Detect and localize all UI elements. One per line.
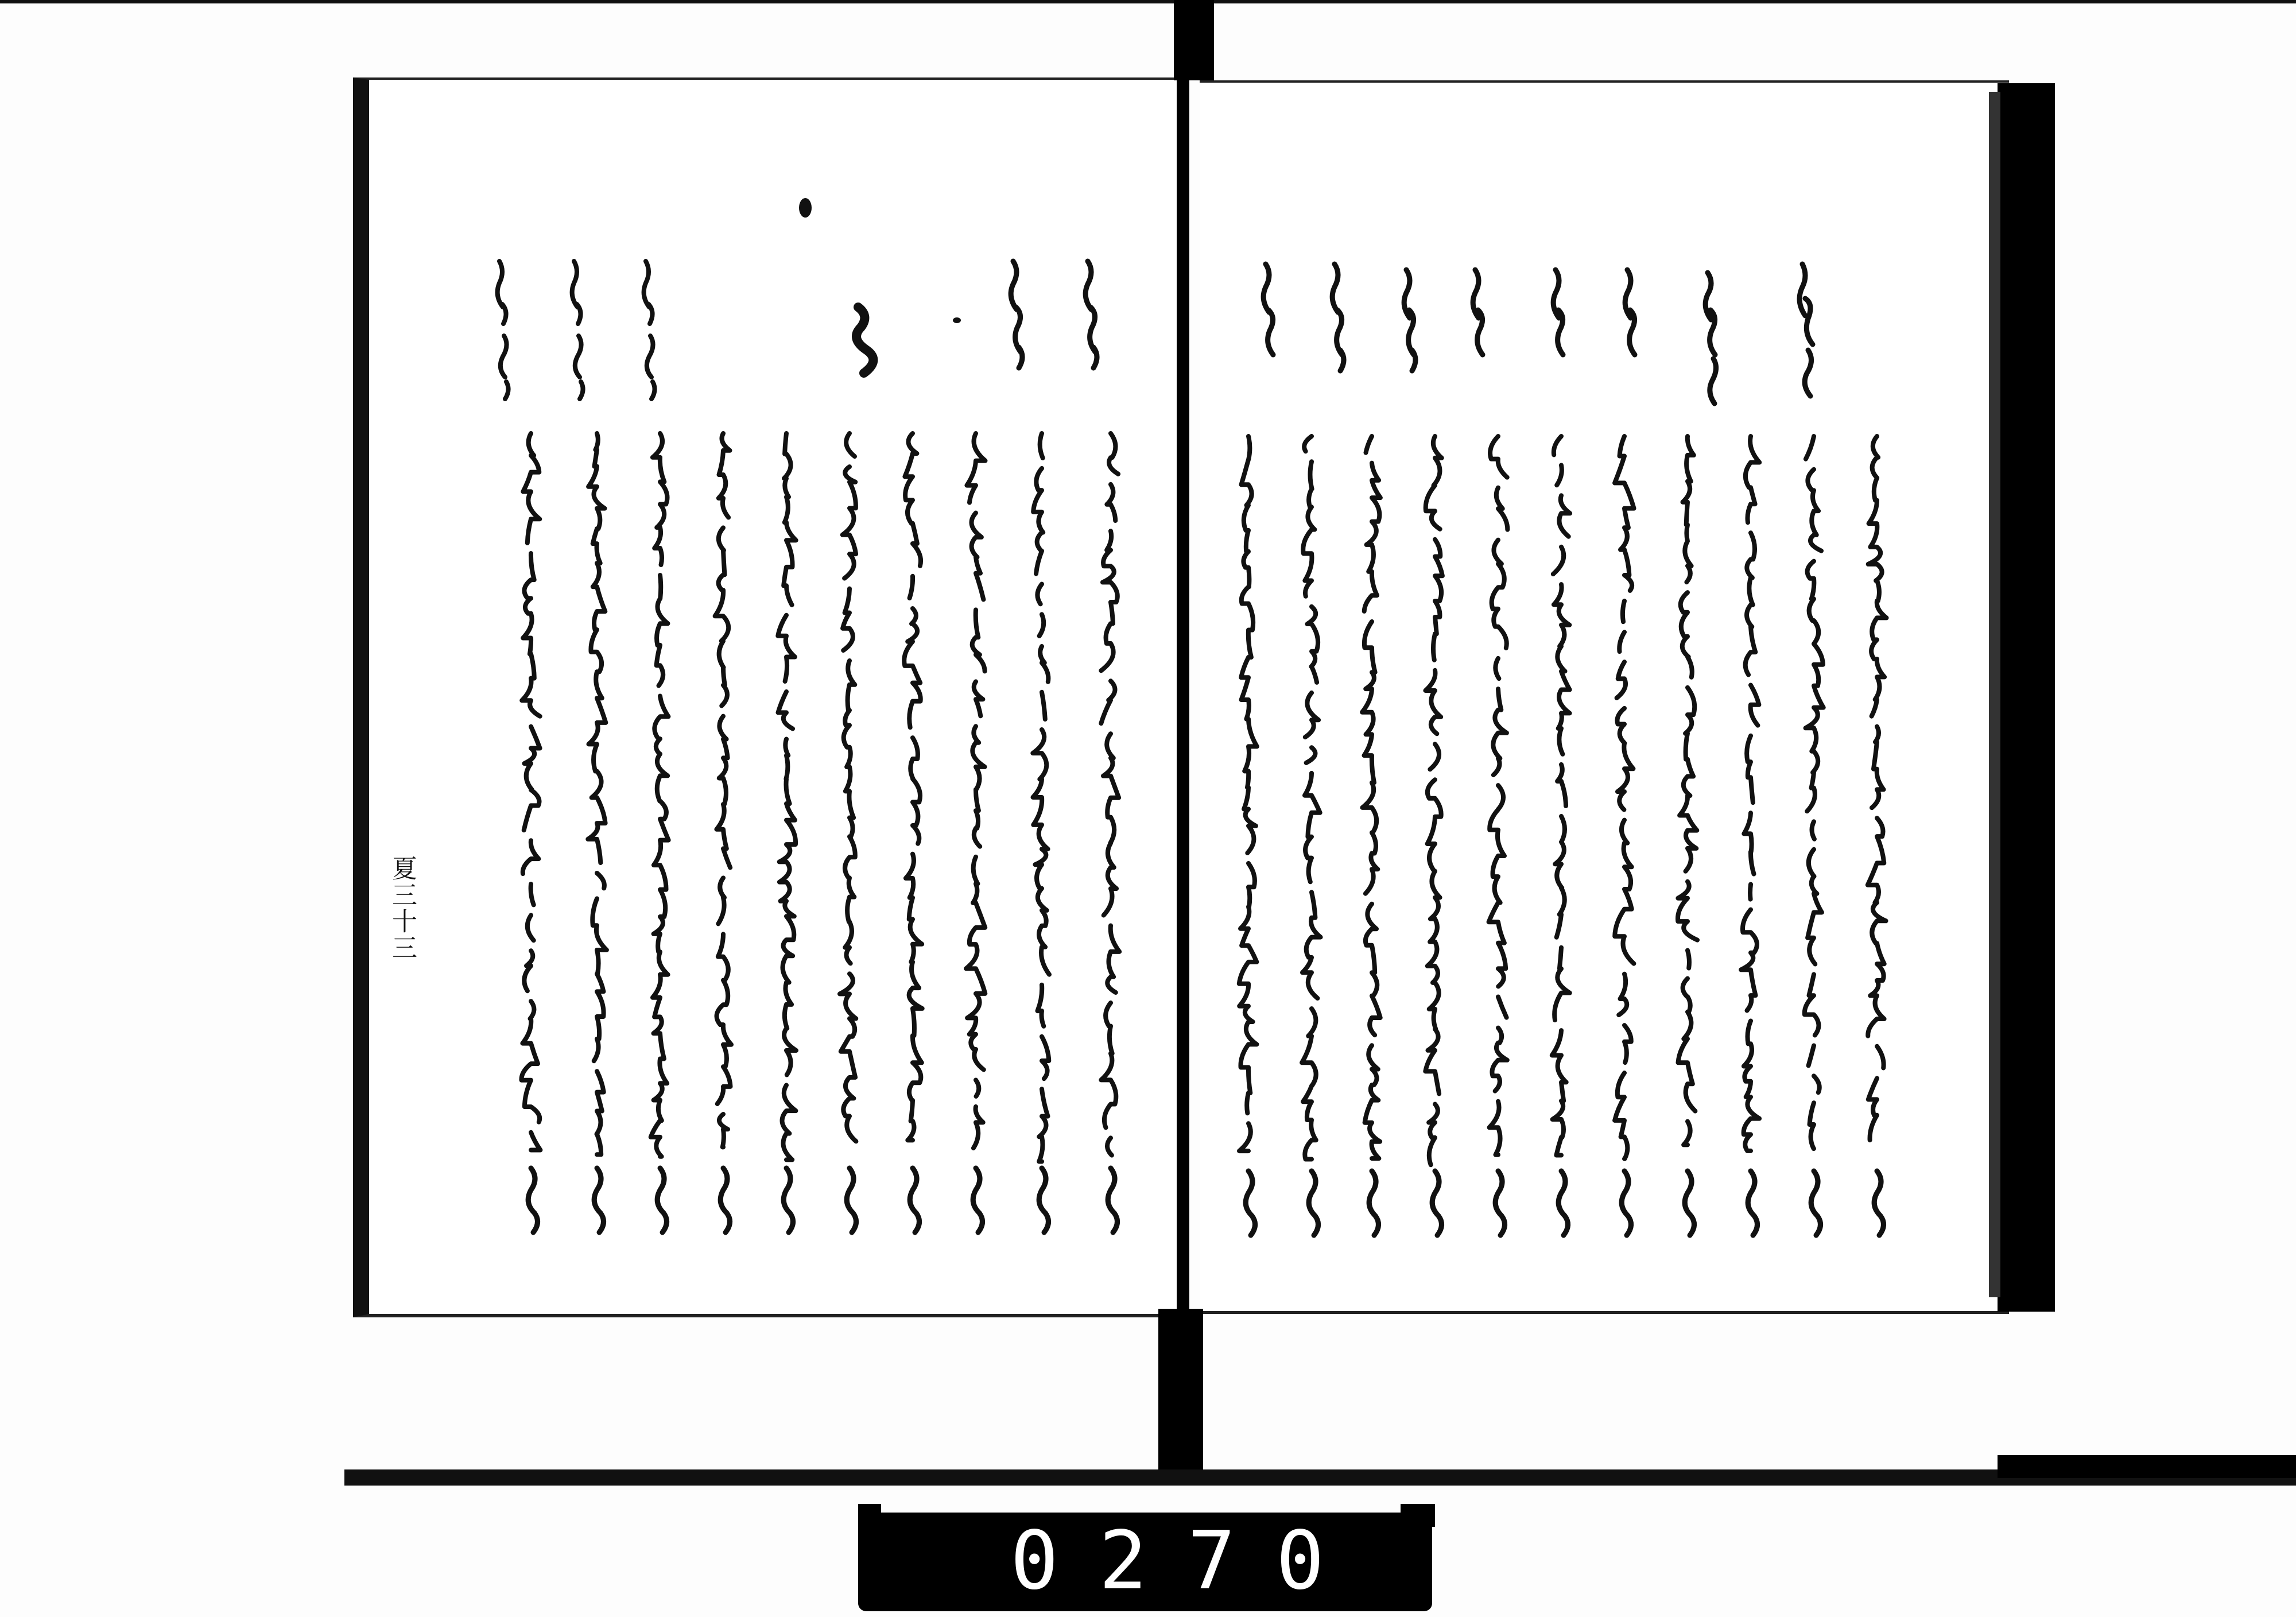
calligraphy-column bbox=[966, 433, 985, 1158]
calligraphy-column bbox=[904, 433, 922, 1140]
poet-attribution bbox=[1874, 1171, 1883, 1235]
calligraphy-column bbox=[1615, 436, 1634, 1159]
right-page-calligraphy bbox=[1200, 80, 2003, 1309]
heading-stroke bbox=[1085, 261, 1097, 368]
poet-attribution bbox=[1369, 1171, 1378, 1235]
poet-attribution bbox=[528, 1168, 537, 1232]
poet-attribution bbox=[1039, 1168, 1048, 1232]
heading-stroke bbox=[1011, 261, 1022, 368]
page-folio: 夏三十三 bbox=[387, 855, 417, 961]
calligraphy-column bbox=[778, 433, 796, 1160]
heading-stroke bbox=[1473, 270, 1483, 355]
top-edge bbox=[0, 0, 2296, 3]
heading-stroke bbox=[1705, 273, 1716, 404]
calligraphy-column bbox=[588, 433, 607, 1154]
frame-number: 0270 bbox=[1010, 1514, 1365, 1608]
heading-stroke bbox=[1799, 264, 1813, 396]
poet-attribution bbox=[847, 1168, 856, 1232]
poet-attribution bbox=[784, 1168, 793, 1232]
heading-stroke bbox=[1332, 264, 1344, 371]
calligraphy-column bbox=[715, 433, 731, 1147]
poet-attribution bbox=[1495, 1171, 1504, 1235]
calligraphy-column bbox=[1678, 436, 1697, 1145]
calligraphy-column bbox=[840, 433, 856, 1151]
poet-attribution bbox=[1811, 1171, 1820, 1235]
poet-attribution bbox=[1622, 1171, 1631, 1235]
section-mark-stroke bbox=[856, 307, 873, 373]
heading-stroke bbox=[1263, 264, 1273, 355]
calligraphy-column bbox=[1239, 436, 1257, 1151]
heading-stroke bbox=[1553, 270, 1563, 355]
calligraphy-column bbox=[1033, 433, 1049, 1161]
spine-top bbox=[1174, 0, 1214, 80]
ink-mark bbox=[953, 317, 961, 323]
poet-attribution bbox=[1432, 1171, 1441, 1235]
calligraphy-column bbox=[1425, 436, 1442, 1175]
poet-attribution bbox=[910, 1168, 919, 1232]
poet-attribution bbox=[1309, 1171, 1318, 1235]
calligraphy-column bbox=[1552, 436, 1570, 1155]
left-page-calligraphy bbox=[370, 77, 1174, 1312]
heading-stroke bbox=[572, 261, 583, 399]
heading-stroke bbox=[1625, 270, 1635, 355]
calligraphy-column bbox=[1868, 436, 1887, 1150]
poet-attribution bbox=[1685, 1171, 1694, 1235]
calligraphy-column bbox=[521, 433, 540, 1150]
calligraphy-column bbox=[651, 433, 669, 1157]
ink-mark bbox=[799, 198, 812, 218]
heading-stroke bbox=[498, 261, 509, 399]
poet-attribution bbox=[973, 1168, 982, 1232]
poet-attribution bbox=[1748, 1171, 1757, 1235]
calligraphy-column bbox=[1489, 436, 1508, 1155]
right-page-edge bbox=[1998, 83, 2055, 1312]
calligraphy-column bbox=[1362, 436, 1380, 1158]
poet-attribution bbox=[720, 1168, 730, 1232]
poet-attribution bbox=[1108, 1168, 1117, 1232]
heading-stroke bbox=[1404, 270, 1415, 371]
spine-bottom bbox=[1158, 1309, 1203, 1481]
book-spine bbox=[1177, 80, 1189, 1314]
poet-attribution bbox=[657, 1168, 666, 1232]
heading-stroke bbox=[644, 261, 655, 399]
poet-attribution bbox=[1558, 1171, 1568, 1235]
calligraphy-column bbox=[1805, 436, 1824, 1149]
poet-attribution bbox=[594, 1168, 603, 1232]
base-shadow-right bbox=[1998, 1455, 2296, 1478]
poet-attribution bbox=[1246, 1171, 1255, 1235]
calligraphy-column bbox=[1302, 436, 1321, 1160]
calligraphy-column bbox=[1741, 436, 1759, 1151]
calligraphy-column bbox=[1101, 433, 1119, 1166]
